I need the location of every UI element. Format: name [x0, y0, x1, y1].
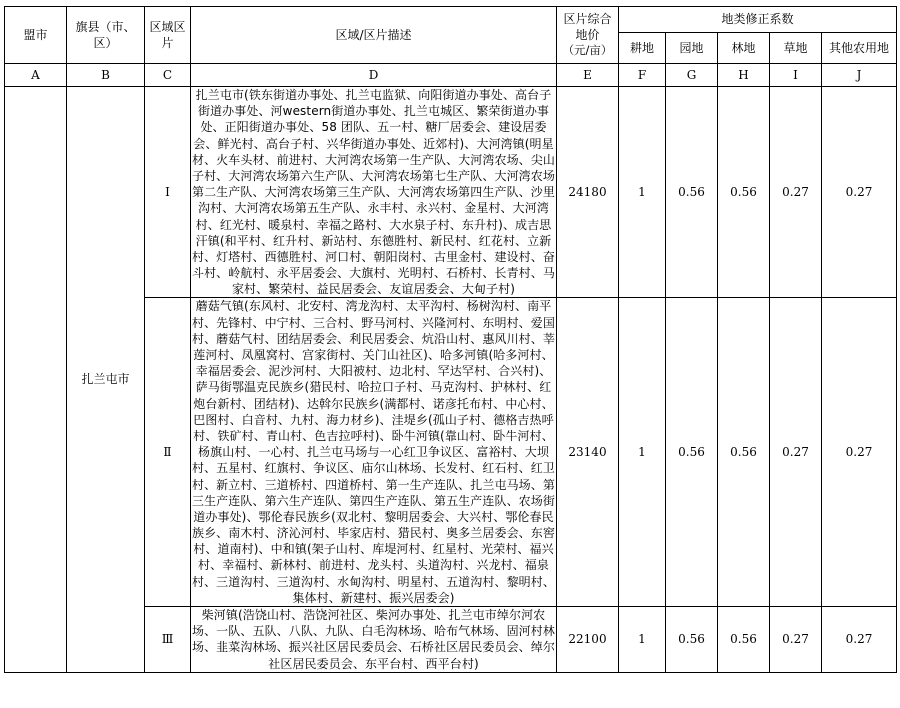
table-body — [5, 87, 897, 673]
header-col-f: 耕地 — [619, 33, 666, 64]
cell-county-city: 扎兰屯市 — [67, 87, 145, 673]
cell-coef-garden: 0.56 — [666, 607, 718, 673]
cell-region-code: Ⅰ — [145, 87, 191, 298]
cell-coef-cultivated: 1 — [619, 298, 666, 607]
cell-region-description: 蘑菇气镇(东风村、北安村、湾龙沟村、太平沟村、杨树沟村、南平村、先锋村、中宁村、三合村、野马河村、兴隆河村、东明村、爱国村、蘑菇气村、团结居委会、利民居委会、炕沿山村、惠风川村、莘莲河村、凤凰窝村、宫家街村、关门山社区)、哈多河镇(哈多河村、幸福居委会、泥沙河村、大阳被村、边北村、罕达罕村、合兴村)、萨马街鄂温克民族乡(猎民村、哈拉口子村、马克沟村、护林村、红炮台新村、团结材)、达斡尔民族乡(满都村、诺彦托布村、中心村、巴图村、白音村、九村、海力材乡)、洼堤乡(孤山子村、德格吉热呼村、铁矿村、青山村、色吉拉呼村)、卧牛河镇(靠山村、卧牛河村、杨旗山村、一心村、扎兰屯马场与一心红卫争议区、富裕村、大坝村、五星村、红旗村、争议区、庙尔山林场、长发村、红石村、红卫村、新立村、三道桥村、四道桥村、第一生产连队、扎兰屯马场、第三生产连队、第六生产连队、第四生产连队、第五生产连队、农场街道办事处)、鄂伦春民族乡(双北村、黎明居委会、大兴村、鄂伦春民族乡、南木村、济沁河村、毕家店村、猎民村、奥多兰居委会、东窖村、道南村)、中和镇(架子山村、库堤河村、红星村、光荣村、福兴村、幸福村、新林村、前进村、龙头村、头道沟村、兴龙村、福泉村、三道沟村、三道沟村、水甸沟村、明星村、五道沟村、黎明村、集体村、新建村、振兴居委会) — [191, 299, 555, 605]
header-group-coefficients: 地类修正系数 — [619, 7, 897, 33]
cell-coef-cultivated: 1 — [619, 87, 666, 298]
header-col-e-line2: 地价 — [575, 28, 600, 43]
letter-i: I — [770, 64, 822, 87]
header-col-d: 区域/区片描述 — [191, 7, 557, 64]
header-col-a: 盟市 — [5, 7, 67, 64]
header-row-letters — [5, 64, 897, 87]
header-col-e-line1: 区片综合 — [563, 12, 612, 27]
cell-region-code: Ⅱ — [145, 298, 191, 607]
letter-j: J — [822, 64, 897, 87]
cell-coef-forest: 0.56 — [718, 607, 770, 673]
cell-coef-grass: 0.27 — [770, 607, 822, 673]
letter-d: D — [191, 64, 557, 87]
header-col-e — [557, 7, 619, 64]
land-price-table — [4, 6, 897, 673]
letter-b: B — [67, 64, 145, 87]
cell-price: 24180 — [557, 87, 619, 298]
table-header — [5, 7, 897, 87]
header-col-j: 其他农用地 — [822, 33, 897, 64]
cell-region-description: 扎兰屯市(铁东街道办事处、扎兰屯监狱、向阳街道办事处、高台子街道办事处、河western街道办事处、扎兰屯城区、繁荣街道办事处、正阳街道办事处、58 团队、五一村、糖厂居委会、建设居委会、鲜光村、高台子村、兴华街道办事处、近郊村)、大河湾镇(明星材、火车头材、前进村、大河湾农场第一生产队、大河湾农场、尖山子村、大河湾农场第六生产队、大河湾农场第七生产队、大河湾农场第二生产队、大河湾农场第三生产队、大河湾农场第四生产队、沙里沟村、大河湾农场第五生产队、永丰村、永兴村、金星村、大河湾村、红光村、暖泉村、幸福之路村、大水泉子村、东升村)、成吉思汗镇(和平村、红升村、新站村、东德胜村、新民村、红花村、立新村、灯塔村、西德胜村、河口村、朝阳岗村、古里金村、建设村、奋斗村、岭航村、永平居委会、大旗村、光明村、石桥村、长青村、马家村、繁荣村、益民居委会、友谊居委会、大甸子村) — [191, 88, 555, 297]
cell-coef-grass: 0.27 — [770, 298, 822, 607]
letter-g: G — [666, 64, 718, 87]
header-col-i: 草地 — [770, 33, 822, 64]
cell-coef-other: 0.27 — [822, 298, 897, 607]
cell-coef-other: 0.27 — [822, 87, 897, 298]
header-col-c-line1: 区域区片 — [149, 19, 186, 50]
letter-h: H — [718, 64, 770, 87]
cell-league-city — [5, 87, 67, 673]
header-row-main — [5, 7, 897, 33]
header-col-c — [145, 7, 191, 64]
letter-e: E — [557, 64, 619, 87]
cell-coef-other: 0.27 — [822, 607, 897, 673]
header-col-e-unit: （元/亩） — [562, 43, 613, 58]
cell-price: 22100 — [557, 607, 619, 673]
header-col-b: 旗县（市、区） — [67, 7, 145, 64]
letter-f: F — [619, 64, 666, 87]
cell-price: 23140 — [557, 298, 619, 607]
cell-coef-cultivated: 1 — [619, 607, 666, 673]
cell-coef-forest: 0.56 — [718, 87, 770, 298]
header-col-g: 园地 — [666, 33, 718, 64]
header-col-h: 林地 — [718, 33, 770, 64]
cell-region-code: Ⅲ — [145, 607, 191, 673]
letter-c: C — [145, 64, 191, 87]
cell-coef-grass: 0.27 — [770, 87, 822, 298]
table-row — [5, 87, 897, 298]
cell-region-description: 柴河镇(浩饶山村、浩饶河社区、柴河办事处、扎兰屯市绰尔河农场、一队、五队、八队、九队、白毛沟林场、哈布气林场、固河村林场、韭菜沟林场、振兴社区居民委员会、石桥社区居民委员会、绰尔社区居民委员会、东平台村、西平台村) — [191, 608, 555, 671]
letter-a: A — [5, 64, 67, 87]
cell-coef-garden: 0.56 — [666, 87, 718, 298]
cell-coef-forest: 0.56 — [718, 298, 770, 607]
cell-coef-garden: 0.56 — [666, 298, 718, 607]
